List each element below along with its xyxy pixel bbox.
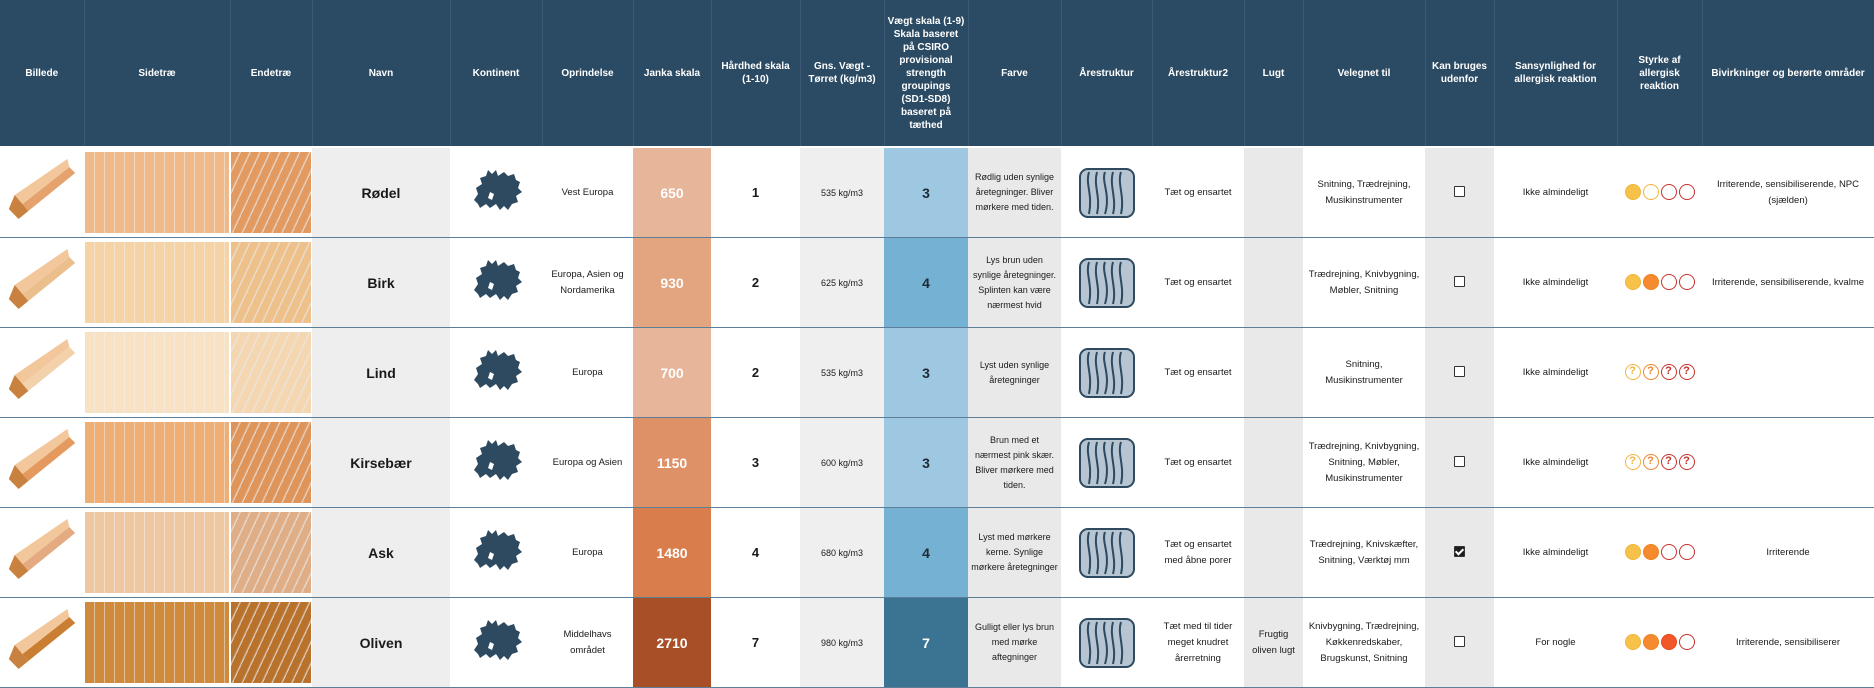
allergy-level-icon: [1679, 544, 1695, 560]
oprindelse-cell[interactable]: Europa: [542, 328, 633, 418]
europe-map-icon: [468, 436, 524, 484]
oprindelse-cell[interactable]: Europa, Asien og Nordamerika: [542, 238, 633, 328]
header-styrke[interactable]: Styrke af allergisk reaktion: [1617, 0, 1702, 147]
haardhed-cell[interactable]: 1: [711, 147, 800, 238]
vaegt-skala-cell[interactable]: 3: [884, 328, 968, 418]
udenfor-checkbox[interactable]: [1454, 366, 1465, 377]
allergy-level-icon: [1643, 274, 1659, 290]
europe-map-icon: [468, 346, 524, 394]
header-velegnet[interactable]: Velegnet til: [1303, 0, 1425, 147]
kontinent-cell[interactable]: [450, 238, 542, 328]
aarestruktur2-cell[interactable]: Tæt og ensartet: [1152, 147, 1244, 238]
styrke-cell[interactable]: [1617, 147, 1702, 238]
sidetrae-image: [85, 512, 229, 593]
haardhed-cell[interactable]: 7: [711, 598, 800, 688]
wood-block-image: [1, 329, 83, 410]
header-endetrae[interactable]: Endetræ: [230, 0, 312, 147]
wood-grain-icon: [1079, 618, 1135, 668]
farve-cell[interactable]: Lyst uden synlige åretegninger: [968, 328, 1061, 418]
sidetrae-cell[interactable]: [84, 598, 230, 688]
styrke-cell[interactable]: [1617, 598, 1702, 688]
vaegt-skala-cell[interactable]: 7: [884, 598, 968, 688]
sidetrae-cell[interactable]: [84, 418, 230, 508]
europe-map-icon: [468, 166, 524, 214]
allergy-level-icon: [1661, 634, 1677, 650]
sidetrae-cell[interactable]: [84, 147, 230, 238]
unknown-allergy-icon: ?: [1643, 364, 1659, 380]
wood-grain-icon: [1079, 258, 1135, 308]
haardhed-cell[interactable]: 4: [711, 508, 800, 598]
billede-cell[interactable]: [0, 328, 84, 418]
velegnet-cell[interactable]: Trædrejning, Knivbygning, Snitning, Møbler, Musikinstrumenter: [1303, 418, 1425, 508]
header-lugt[interactable]: Lugt: [1244, 0, 1303, 147]
unknown-allergy-icon: ?: [1625, 454, 1641, 470]
janka-cell[interactable]: 2710: [633, 598, 711, 688]
farve-cell[interactable]: Gulligt eller lys brun med mørke aftegninger: [968, 598, 1061, 688]
billede-cell[interactable]: [0, 238, 84, 328]
aarestruktur2-cell[interactable]: Tæt og ensartet: [1152, 418, 1244, 508]
sidetrae-cell[interactable]: [84, 508, 230, 598]
allergy-level-icon: [1661, 184, 1677, 200]
unknown-allergy-icon: ?: [1661, 364, 1677, 380]
header-vaegt[interactable]: Gns. Vægt - Tørret (kg/m3): [800, 0, 884, 147]
bivirkninger-cell[interactable]: Irriterende: [1702, 508, 1874, 598]
lugt-cell[interactable]: [1244, 418, 1303, 508]
sidetrae-cell[interactable]: [84, 328, 230, 418]
styrke-cell[interactable]: [1617, 328, 1702, 418]
udenfor-cell[interactable]: [1425, 238, 1494, 328]
europe-map-icon: [468, 616, 524, 664]
farve-cell[interactable]: Brun med et nærmest pink skær. Bliver mørkere med tiden.: [968, 418, 1061, 508]
endetrae-cell[interactable]: [230, 328, 312, 418]
allergy-strength-rating: [1624, 277, 1696, 288]
header-navn[interactable]: Navn: [312, 0, 450, 147]
sidetrae-image: [85, 422, 229, 503]
bivirkninger-cell[interactable]: Irriterende, sensibiliserende, kvalme: [1702, 238, 1874, 328]
wood-grain-icon: [1079, 168, 1135, 218]
udenfor-checkbox[interactable]: [1454, 276, 1465, 287]
sansynlighed-cell[interactable]: Ikke almindeligt: [1494, 328, 1617, 418]
udenfor-checkbox[interactable]: [1454, 186, 1465, 197]
sidetrae-image: [85, 242, 229, 323]
navn-cell[interactable]: Rødel: [312, 147, 450, 238]
table-row: [0, 598, 1874, 688]
styrke-cell[interactable]: [1617, 238, 1702, 328]
lugt-cell[interactable]: [1244, 508, 1303, 598]
kontinent-cell[interactable]: [450, 598, 542, 688]
wood-block-image: [1, 149, 83, 230]
endetrae-image: [231, 602, 311, 683]
janka-cell[interactable]: 650: [633, 147, 711, 238]
header-sidetrae[interactable]: Sidetræ: [84, 0, 230, 147]
unknown-allergy-icon: ?: [1625, 364, 1641, 380]
velegnet-cell[interactable]: Snitning, Musikinstrumenter: [1303, 328, 1425, 418]
styrke-cell[interactable]: [1617, 508, 1702, 598]
table-row: [0, 418, 1874, 508]
allergy-strength-rating: [1624, 637, 1696, 648]
header-sansynlighed[interactable]: Sansynlighed for allergisk reaktion: [1494, 0, 1617, 147]
europe-map-icon: [468, 526, 524, 574]
kontinent-cell[interactable]: [450, 328, 542, 418]
oprindelse-cell[interactable]: Europa og Asien: [542, 418, 633, 508]
wood-block-image: [1, 599, 83, 680]
allergy-level-icon: [1661, 544, 1677, 560]
lugt-cell[interactable]: [1244, 328, 1303, 418]
allergy-strength-rating: [1624, 547, 1696, 558]
header-udenfor[interactable]: Kan bruges udenfor: [1425, 0, 1494, 147]
farve-cell[interactable]: Rødlig uden synlige åretegninger. Bliver mørkere med tiden.: [968, 147, 1061, 238]
janka-cell[interactable]: 1480: [633, 508, 711, 598]
janka-cell[interactable]: 930: [633, 238, 711, 328]
endetrae-image: [231, 242, 311, 323]
aarestruktur-cell[interactable]: [1061, 418, 1152, 508]
endetrae-cell[interactable]: [230, 508, 312, 598]
udenfor-cell[interactable]: [1425, 147, 1494, 238]
udenfor-cell[interactable]: [1425, 418, 1494, 508]
sidetrae-image: [85, 602, 229, 683]
table-row: [0, 328, 1874, 418]
allergy-level-icon: [1679, 634, 1695, 650]
allergy-strength-rating: [1624, 367, 1696, 378]
oprindelse-cell[interactable]: Vest Europa: [542, 147, 633, 238]
velegnet-cell[interactable]: Trædrejning, Knivskæfter, Snitning, Værktøj mm: [1303, 508, 1425, 598]
allergy-level-icon: [1625, 184, 1641, 200]
udenfor-cell[interactable]: [1425, 328, 1494, 418]
allergy-level-icon: [1625, 634, 1641, 650]
wood-grain-icon: [1079, 438, 1135, 488]
endetrae-image: [231, 332, 311, 413]
udenfor-cell[interactable]: [1425, 598, 1494, 688]
farve-cell[interactable]: Lyst med mørkere kerne. Synlige mørkere åretegninger: [968, 508, 1061, 598]
haardhed-cell[interactable]: 2: [711, 328, 800, 418]
haardhed-cell[interactable]: 2: [711, 238, 800, 328]
billede-cell[interactable]: [0, 418, 84, 508]
table-row: [0, 238, 1874, 328]
aarestruktur-cell[interactable]: [1061, 598, 1152, 688]
vaegt-skala-cell[interactable]: 4: [884, 238, 968, 328]
endetrae-image: [231, 422, 311, 503]
sidetrae-image: [85, 332, 229, 413]
wood-block-image: [1, 509, 83, 590]
lugt-cell[interactable]: Frugtig oliven lugt: [1244, 598, 1303, 688]
header-billede[interactable]: Billede: [0, 0, 84, 147]
allergy-level-icon: [1643, 634, 1659, 650]
navn-cell[interactable]: Kirsebær: [312, 418, 450, 508]
navn-cell[interactable]: Ask: [312, 508, 450, 598]
sidetrae-cell[interactable]: [84, 238, 230, 328]
udenfor-checkbox[interactable]: [1454, 636, 1465, 647]
lugt-cell[interactable]: [1244, 147, 1303, 238]
udenfor-cell[interactable]: [1425, 508, 1494, 598]
oprindelse-cell[interactable]: Europa: [542, 508, 633, 598]
wood-grain-icon: [1079, 528, 1135, 578]
header-row: [0, 0, 1874, 147]
wood-block-image: [1, 419, 83, 500]
vaegt-cell[interactable]: 535 kg/m3: [800, 328, 884, 418]
unknown-allergy-icon: ?: [1643, 454, 1659, 470]
billede-cell[interactable]: [0, 598, 84, 688]
vaegt-cell[interactable]: 600 kg/m3: [800, 418, 884, 508]
allergy-level-icon: [1661, 274, 1677, 290]
velegnet-cell[interactable]: Trædrejning, Knivbygning, Møbler, Snitning: [1303, 238, 1425, 328]
header-farve[interactable]: Farve: [968, 0, 1061, 147]
janka-cell[interactable]: 1150: [633, 418, 711, 508]
vaegt-cell[interactable]: 535 kg/m3: [800, 147, 884, 238]
sansynlighed-cell[interactable]: Ikke almindeligt: [1494, 147, 1617, 238]
sidetrae-image: [85, 152, 229, 233]
billede-cell[interactable]: [0, 147, 84, 238]
lugt-cell[interactable]: [1244, 238, 1303, 328]
bivirkninger-cell[interactable]: Irriterende, sensibiliserende, NPC (sjælden): [1702, 147, 1874, 238]
aarestruktur-cell[interactable]: [1061, 508, 1152, 598]
udenfor-checkbox[interactable]: [1454, 546, 1465, 557]
wood-grain-icon: [1079, 348, 1135, 398]
header-janka[interactable]: Janka skala: [633, 0, 711, 147]
europe-map-icon: [468, 256, 524, 304]
aarestruktur-cell[interactable]: [1061, 328, 1152, 418]
velegnet-cell[interactable]: Snitning, Trædrejning, Musikinstrumenter: [1303, 147, 1425, 238]
vaegt-cell[interactable]: 980 kg/m3: [800, 598, 884, 688]
table-row: [0, 508, 1874, 598]
bivirkninger-cell[interactable]: [1702, 328, 1874, 418]
unknown-allergy-icon: ?: [1661, 454, 1677, 470]
vaegt-skala-cell[interactable]: 3: [884, 418, 968, 508]
bivirkninger-cell[interactable]: [1702, 418, 1874, 508]
vaegt-skala-cell[interactable]: 3: [884, 147, 968, 238]
kontinent-cell[interactable]: [450, 508, 542, 598]
table-row: [0, 147, 1874, 238]
header-aarestruktur2[interactable]: Årestruktur2: [1152, 0, 1244, 147]
allergy-level-icon: [1679, 184, 1695, 200]
allergy-strength-rating: [1624, 457, 1696, 468]
header-bivirkninger[interactable]: Bivirkninger og berørte områder: [1702, 0, 1874, 147]
header-oprindelse[interactable]: Oprindelse: [542, 0, 633, 147]
allergy-strength-rating: [1624, 187, 1696, 198]
allergy-level-icon: [1625, 544, 1641, 560]
udenfor-checkbox[interactable]: [1454, 456, 1465, 467]
vaegt-cell[interactable]: 625 kg/m3: [800, 238, 884, 328]
kontinent-cell[interactable]: [450, 418, 542, 508]
sansynlighed-cell[interactable]: Ikke almindeligt: [1494, 238, 1617, 328]
janka-cell[interactable]: 700: [633, 328, 711, 418]
header-kontinent[interactable]: Kontinent: [450, 0, 542, 147]
navn-cell[interactable]: Birk: [312, 238, 450, 328]
aarestruktur-cell[interactable]: [1061, 147, 1152, 238]
navn-cell[interactable]: Oliven: [312, 598, 450, 688]
allergy-level-icon: [1679, 274, 1695, 290]
endetrae-image: [231, 512, 311, 593]
vaegt-skala-cell[interactable]: 4: [884, 508, 968, 598]
velegnet-cell[interactable]: Knivbygning, Trædrejning, Køkkenredskaber, Brugskunst, Snitning: [1303, 598, 1425, 688]
aarestruktur-cell[interactable]: [1061, 238, 1152, 328]
sansynlighed-cell[interactable]: Ikke almindeligt: [1494, 508, 1617, 598]
farve-cell[interactable]: Lys brun uden synlige åretegninger. Splinten kan være nærmest hvid: [968, 238, 1061, 328]
endetrae-cell[interactable]: [230, 418, 312, 508]
kontinent-cell[interactable]: [450, 147, 542, 238]
endetrae-image: [231, 152, 311, 233]
aarestruktur2-cell[interactable]: Tæt og ensartet: [1152, 238, 1244, 328]
navn-cell[interactable]: Lind: [312, 328, 450, 418]
endetrae-cell[interactable]: [230, 598, 312, 688]
bivirkninger-cell[interactable]: Irriterende, sensibiliserer: [1702, 598, 1874, 688]
styrke-cell[interactable]: [1617, 418, 1702, 508]
sansynlighed-cell[interactable]: For nogle: [1494, 598, 1617, 688]
endetrae-cell[interactable]: [230, 147, 312, 238]
unknown-allergy-icon: ?: [1679, 364, 1695, 380]
sansynlighed-cell[interactable]: Ikke almindeligt: [1494, 418, 1617, 508]
wood-block-image: [1, 239, 83, 320]
oprindelse-cell[interactable]: Middelhavs området: [542, 598, 633, 688]
vaegt-cell[interactable]: 680 kg/m3: [800, 508, 884, 598]
aarestruktur2-cell[interactable]: Tæt og ensartet med åbne porer: [1152, 508, 1244, 598]
header-aarestruktur[interactable]: Årestruktur: [1061, 0, 1152, 147]
allergy-level-icon: [1643, 544, 1659, 560]
endetrae-cell[interactable]: [230, 238, 312, 328]
aarestruktur2-cell[interactable]: Tæt med til tider meget knudret årerretning: [1152, 598, 1244, 688]
allergy-level-icon: [1625, 274, 1641, 290]
haardhed-cell[interactable]: 3: [711, 418, 800, 508]
aarestruktur2-cell[interactable]: Tæt og ensartet: [1152, 328, 1244, 418]
header-vaegt-skala[interactable]: Vægt skala (1-9) Skala baseret på CSIRO provisional strength groupings (SD1-SD8) baseret på tæthed: [884, 0, 968, 147]
billede-cell[interactable]: [0, 508, 84, 598]
allergy-level-icon: [1643, 184, 1659, 200]
header-haardhed[interactable]: Hårdhed skala (1-10): [711, 0, 800, 147]
unknown-allergy-icon: ?: [1679, 454, 1695, 470]
